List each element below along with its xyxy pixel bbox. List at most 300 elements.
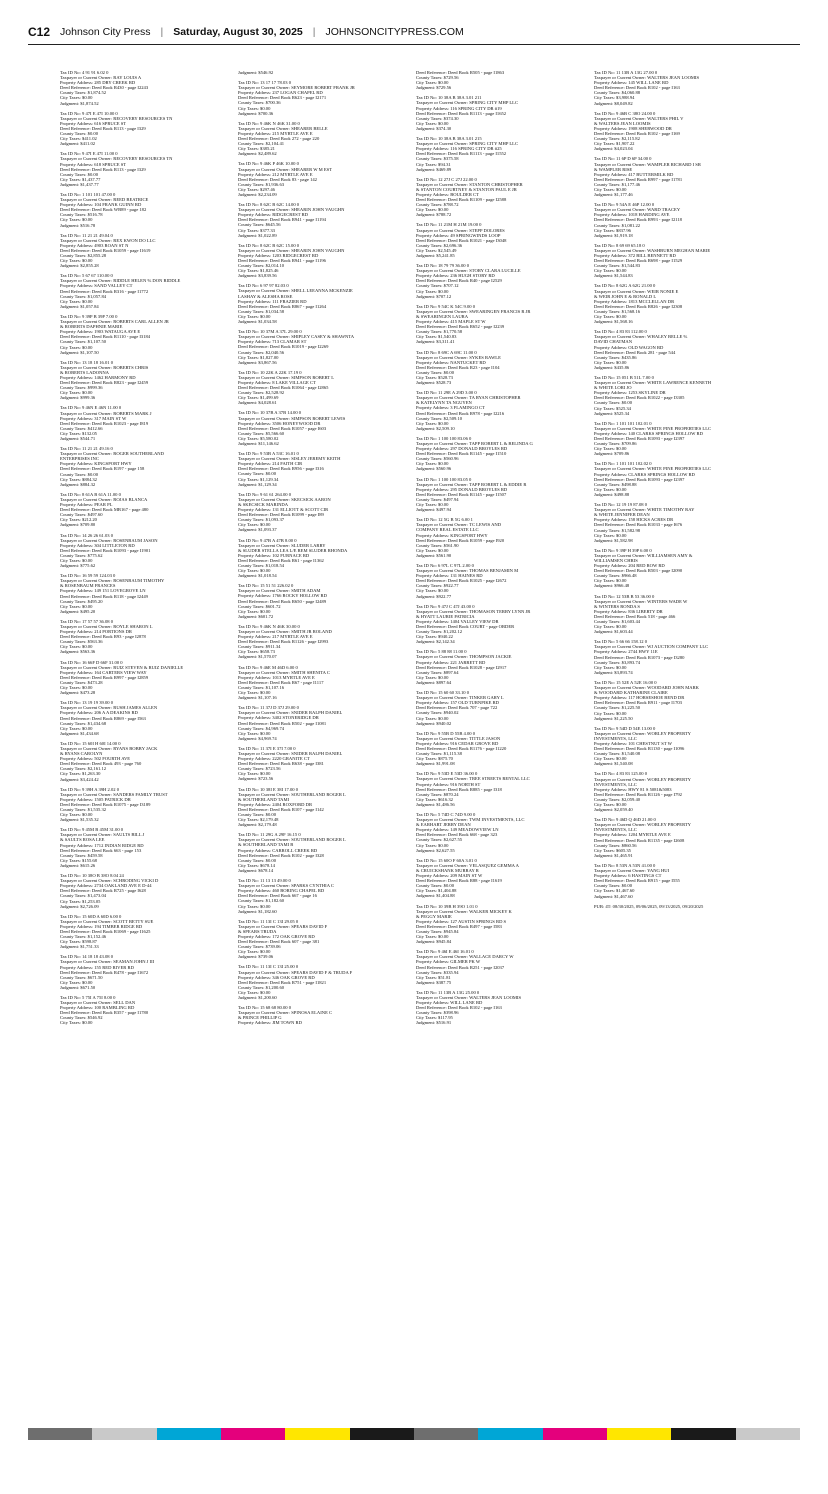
record-line: City Taxes: $0.00 [416,934,449,940]
tax-record [416,95,586,131]
record-line: County Taxes: $0.00 [238,471,277,477]
record-line: City Taxes: $0.00 [238,989,271,995]
record-line: Judgment: $940.02 [416,720,452,726]
tax-record [416,517,586,558]
record-line: Judgment: $1,182.60 [238,908,277,914]
record-line: County Taxes: $498.88 [594,481,637,487]
record-line: Taxpayer or Current Owner: SHIPLEY CASEY & SHAWNTA [238,334,355,340]
record-line: Judgment: $4,028.61 [238,400,277,406]
record-line: & PEGGY MARIE [416,913,452,919]
color-swatch [607,1428,671,1440]
record-line: & WINTERS RONDA S [594,603,640,609]
record-line: Tax ID No: 11 29G A 29F 16.15 0 [238,832,301,838]
record-line: County Taxes: $560.96 [416,456,459,462]
record-line: & STANTON COURTNEY & STANTON PAUL E JR [416,186,517,192]
record-line: Taxpayer or Current Owner: TC LEWIS AND [416,522,502,528]
record-line: City Taxes: $0.00 [60,979,93,985]
record-line: Property Address: WILL LANE RD [416,1000,483,1006]
tax-record [238,538,408,579]
tax-record [416,136,586,172]
record-line: Judgment: $2,726.09 [60,903,99,909]
record-line: LASHAY & ALESHA ROSE [238,293,293,299]
record-line: Taxpayer or Current Owner: WHITE PINE PROPERTIES LLC [594,425,712,431]
record-line: & ROBERTS LADONNA [60,369,109,375]
record-line: Property Address: 204 RED ROW RD [594,563,665,569]
record-line: Property Address: 1712 INDIAN RIDGE RD [60,842,144,848]
record-line: County Taxes: $2,115.82 [594,136,640,142]
record-line: City Taxes: $1,129.34 [238,476,279,482]
record-line: County Taxes: $1,582.98 [594,527,641,533]
record-line: Judgment: $3,867.56 [238,359,277,365]
record-line: County Taxes: $723.56 [238,766,281,772]
record-line: Judgment: $739.06 [238,954,274,960]
record-line: Tax ID No: 8 69C A 69C 11.00 0 [416,349,477,355]
record-line: Deed Reference: Deed Book R67 - page I1117 [238,679,324,685]
record-line: City Taxes: $0.00 [416,461,449,467]
record-line: Judgment: $3,893.74 [594,669,633,675]
record-line: County Taxes: $2,104.41 [238,141,285,147]
record-line: Judgment: $3,839.56 [238,273,277,279]
record-line: Property Address: 149 MEADOWVIEW LN [416,827,499,833]
record-line: Deed Reference: Deed Book R497 - page I583 [416,923,502,929]
record-line: Tax ID No: 15 52E A 52E 16.00 0 [594,679,657,685]
record-line: County Taxes: $729.56 [416,75,459,81]
record-line: & SKECSICK MARINDA [238,501,289,507]
tax-record [60,273,230,309]
record-line: Deed Reference: Deed Book 493 - page 760 [60,761,142,767]
record-line: Deed Reference: Deed Book R88 - page I1619 [416,878,502,884]
record-line: Judgment: $561.90 [416,552,452,558]
record-line: Taxpayer or Current Owner: SPARKS CYNTHIA C [238,883,334,889]
record-line: Judgment: $2,142.34 [416,639,455,645]
tax-record [416,304,586,345]
record-line: City Taxes: $0.00 [594,756,627,762]
record-line: County Taxes: $0.00 [238,812,277,817]
record-line: Taxpayer or Current Owner: SPRING CITY MHP LLC [416,100,519,106]
record-line: Tax ID No: 8 62G A 62G 21.00 0 [594,283,656,289]
record-line: City Taxes: $0.00 [60,344,93,350]
color-swatch [736,1428,800,1440]
record-line: Taxpayer or Current Owner: TINKER GARY L [416,695,504,701]
record-line: Tax ID No: 9 46K P 46K 10.00 0 [238,161,299,167]
record-line: & SPEARS TRUDA [238,928,277,934]
record-line: Tax ID No: 9 45M B 45M 31.00 0 [60,827,124,833]
record-line: & KATELYNN TA NGUYEN [416,400,472,406]
record-line: Tax ID No: 9 46I E 46I 16.01 0 [416,949,474,955]
record-line: Tax ID No: 11 6P D 6P 34.00 0 [594,156,652,162]
record-line: City Taxes: $0.00 [594,624,627,630]
record-line: Deed Reference: Deed Book R102 - page I169 [594,131,680,137]
record-line: Property Address: 215 MYRTLE AVE E [238,130,313,136]
record-line: Judgment: $1,486.56 [416,801,455,807]
tax-record [60,954,230,990]
record-line: Property Address: 149 151 LOVEGROVE LN [60,588,146,594]
record-line: Property Address: 1462 HARMONY RD [60,374,136,380]
tax-record [60,151,230,187]
record-line: Deed Reference: Deed Book 281 - page 544 [594,349,676,355]
record-line: Taxpayer or Current Owner: ROSENBAUM JASON [60,537,158,543]
record-line: County Taxes: $563.36 [60,639,103,645]
record-line: Taxpayer or Current Owner: SLUDER LARRY [238,542,326,548]
record-line: Taxpayer or Current Owner: SEYMORE ROBERT FRANK JR [238,85,355,91]
record-line: City Taxes: $1,827.00 [238,354,279,360]
tax-record [416,731,586,767]
tax-record [416,812,586,853]
record-line: Tax ID No: 9 39P B 39P 7.00 0 [60,313,118,319]
record-line: Property Address: 916 NORTH ST [416,781,481,787]
record-line: Deed Reference: Deed Book R40 - page I2529 [416,278,502,284]
tax-record [594,502,764,543]
record-line: Property Address: BOULDER CT [416,191,479,197]
record-line: Judgment: $469.89 [416,166,452,172]
record-line: City Taxes: $0.00 [238,313,271,319]
record-line: Judgment: $473.28 [60,690,96,696]
record-line: County Taxes: $707.12 [416,283,459,289]
tax-record [60,111,230,147]
record-line: County Taxes: $709.86 [594,441,637,447]
tax-record [238,665,408,701]
tax-record [60,700,230,736]
record-line: Deed Reference: Deed Book 668 - page 323 [416,832,498,838]
header-separator: | [312,26,316,38]
record-line: City Taxes: $0.00 [416,288,449,294]
record-line: Property Address: 214 FAITH CIR [238,461,303,467]
record-line: Tax ID No: 9 47I E 47I 11.00 0 [60,151,118,157]
record-line: Deed Reference: Deed Book 83 - page 142 [238,176,317,182]
record-line: Deed Reference: Deed Book R993 - page I2118 [594,217,682,223]
record-line: County Taxes: $2,161.12 [60,766,107,772]
record-line: Taxpayer or Current Owner: WORLEY PROPERTY [594,776,692,782]
record-line: City Taxes: $1,907.22 [594,141,635,147]
record-line: Tax ID No: 9 46K N 46K 31.00 0 [238,120,300,126]
record-line: County Taxes: $671.50 [60,974,103,980]
record-line: County Taxes: $3,893.74 [594,659,641,665]
tax-record [60,660,230,696]
record-line: Taxpayer or Current Owner: TAPP ROBERT L & BELINDA G [416,441,533,446]
record-line: Tax ID No: 13 18 18 16.01 0 [60,359,114,365]
record-line: Deed Reference: Deed Book R1113 - page I1552 [416,151,507,157]
tax-record [238,1005,408,1025]
record-line: Taxpayer or Current Owner: SANDERS FAMILY TRUST [60,791,168,797]
record-line: County Taxes: $473.28 [60,679,103,685]
record-line: Deed Reference: Deed Book R997 - page I2859 [60,674,149,680]
record-line: Taxpayer or Current Owner: SMITH ADAM [238,588,321,594]
record-line: Taxpayer or Current Owner: TA RYAN CHRISTOPHER [416,395,521,401]
record-line: Property Address: 155 RED RIVER RD [60,964,134,970]
record-line: Property Address: OLD WAGON RD [594,344,664,350]
record-line: City Taxes: $0.00 [60,603,93,609]
tax-record [238,161,408,197]
legal-notice-columns [60,70,764,1400]
column-3 [416,70,586,1400]
record-line: Judgment: $516.78 [60,222,96,228]
record-line: County Taxes: $412.66 [60,425,103,431]
tax-record [416,990,586,1026]
record-line: County Taxes: $1,093.37 [238,517,285,523]
record-line: Taxpayer or Current Owner: ROBERTS CARL ALLEN JR [60,319,169,325]
record-line: & WHITE JENNIFER DEAN [594,512,650,518]
tax-record [60,787,230,823]
record-line: Tax ID No: 8 69 69 65.18 0 [594,242,645,248]
record-line: Deed Reference: Deed Book R1130 - page I1096 [594,746,685,752]
record-line: County Taxes: $739.06 [238,944,281,950]
record-line: Taxpayer or Current Owner: SPEARS DAVID F [238,923,328,929]
record-line: Judgment: $1,107.16 [238,695,277,701]
record-line: Judgment: $2,059.40 [594,807,633,813]
record-line: Tax ID No: 11 13B A 13G 25.00 0 [416,989,480,995]
record-line: City Taxes: $2,179.48 [238,817,279,823]
record-line: City Taxes: $0.00 [60,95,93,101]
record-line: County Taxes: $546.92 [60,1015,103,1021]
record-line: Deed Reference: Deed Book R978 - page I2216 [416,410,505,416]
record-line: County Taxes: $2,627.55 [416,837,463,843]
record-line: County Taxes: $1,540.08 [594,751,641,757]
record-line: Property Address: 49 SPRINGWINDS LOOP [416,232,501,238]
record-line: City Taxes: $0.00 [594,446,627,452]
record-line: Property Address: 2404 ROXFORD DR [238,801,313,807]
record-line: Tax ID No: 12 53B B 53 36.00 0 [594,593,655,599]
record-line: Tax ID No: 5 66 66 158.12 0 [594,639,648,645]
record-line: Property Address: 1908 SHERWOOD DR [594,125,672,131]
tax-record [238,451,408,487]
record-line: Property Address: 140 CLARKS SPRINGS HOLLOW RD [594,430,703,436]
record-line: Deed Reference: Deed Book R113 - page I329 [60,166,146,172]
record-line: Taxpayer or Current Owner: WINTERS WADE W [594,598,688,604]
tax-record [60,914,230,950]
record-line: Taxpayer or Current Owner: WILLIAMSEN AMY & [594,552,693,558]
record-line: Property Address: PEAR PL [60,502,113,508]
record-line: Judgment: $11,146.62 [238,441,279,446]
record-line: Taxpayer or Current Owner: SIMPSON ROBERT LEWIS [238,415,346,421]
record-line: City Taxes: $0.00 [416,120,449,126]
header-separator: | [160,26,164,38]
record-line: Tax ID No: 15 60O F 60A 3.01 0 [416,857,477,863]
record-line: Taxpayer or Current Owner: SNIDER RALPH DANIEL [238,750,343,756]
record-line: City Taxes: $0.00 [238,903,271,909]
record-line: Property Address: 297 DONALD BROYLES RD [416,446,508,452]
record-line: Taxpayer or Current Owner: STORY CLARA LUCILLE [416,268,521,274]
record-line: Deed Reference: Deed Book R93 - page I2878 [60,634,146,640]
record-line: County Taxes: $561.90 [416,542,459,548]
record-line: County Taxes: $1,018.54 [238,562,285,568]
record-line: City Taxes: $0.00 [416,842,449,848]
record-line: Taxpayer or Current Owner: RYANS BOBBY JACK [60,745,158,751]
record-line: Judgment: $709.80 [60,522,96,528]
record-line: Tax ID No: 10 37M A 37L 29.00 0 [238,329,302,335]
record-line: Deed Reference: Deed Book 607 - page 381 [238,939,320,945]
record-line: Property Address: 102 FURNACE RD [238,552,310,558]
record-line: County Taxes: $0.00 [416,883,455,889]
record-line: City Taxes: $678.14 [238,862,275,868]
tax-record [60,741,230,782]
record-line: Tax ID No: 9 55B D 55B 4.00 0 [416,730,476,736]
record-line: Taxpayer or Current Owner: RAY LOUIS A [60,75,142,81]
record-line: Deed Reference: Deed Book R502 - page I1081 [238,720,327,726]
record-line: Deed Reference: Deed Book R1023 - page I819 [60,420,149,426]
record-line: County Taxes: $1,434.68 [60,720,107,726]
record-line: Deed Reference: Deed Book R1019 - page I2269 [238,344,329,350]
record-line: Deed Reference: Deed Book R1059 - page I920 [416,537,505,543]
record-line: Judgment: $1,568.16 [594,319,633,325]
record-line: Property Address: 111 FRAZIER RD [238,298,307,304]
record-line: County Taxes: $645.56 [238,222,281,228]
record-line: Taxpayer or Current Owner: SNIDER RALPH DANIEL [238,710,343,716]
tax-record [238,202,408,238]
record-line: Deed Reference: Deed Book R698 - page I1529 [594,258,683,264]
record-line: Judgment: $1,434.68 [60,730,99,736]
color-swatch [221,1428,285,1440]
record-line: Property Address: 616 SPRUCE ST [60,120,127,126]
record-line: Tax ID No: 4 83 83 125.00 0 [594,771,648,777]
record-line: Property Address: 214 PORTIONS DR [60,629,132,635]
record-line: Property Address: 1203 RIDGECREST RD [238,252,319,258]
record-line: City Taxes: $525.34 [594,405,631,411]
color-swatch [414,1428,478,1440]
record-line: County Taxes: $860.56 [594,842,637,848]
record-line: Judgment: $1,570.07 [238,654,277,660]
record-line: County Taxes: $1,107.50 [60,339,107,345]
record-line: Taxpayer or Current Owner: SOUTHERLAND ROGER L [238,791,346,797]
record-line: County Taxes: $1,874.52 [60,90,107,96]
record-line: Taxpayer or Current Owner: SPINOSA ELAINE C [238,1010,333,1016]
record-line: Tax ID No: 9 54C K 54C 9.00 0 [416,303,476,309]
tax-record [60,405,230,441]
record-line: Deed Reference: Deed Book R505 - page I1863 [416,70,505,75]
record-line: Judgment: $1,540.08 [594,761,633,767]
record-line: City Taxes: $0.00 [60,298,93,304]
record-line: Deed Reference: Deed Book R1176 - page I1220 [416,745,507,751]
tax-record [594,548,764,589]
record-line: City Taxes: $875.70 [416,756,453,762]
record-line: City Taxes: $0.00 [60,557,93,563]
record-line: Tax ID No: 13 19 19 39.00 0 [60,700,114,706]
record-line: Tax ID No: 11 13I C 13I 29.05 0 [238,918,299,924]
record-line: Taxpayer or Current Owner: WARD TRACEY [594,207,681,213]
record-line: Judgment: $560.96 [416,466,452,472]
record-line: Deed Reference: Deed Book R1075 - page I3189 [60,801,151,807]
record-line: Property Address: 3 FLAMINGO CT [416,405,485,411]
record-line: Tax ID No: 18 79 79 36.00 0 [416,263,470,269]
record-line: Deed Reference: Deed Book R118 - page I2449 [60,593,148,599]
record-line: County Taxes: $1,473.04 [60,893,107,899]
record-line: City Taxes: $0.00 [416,80,449,86]
record-line: Deed Reference: Deed Book R751 - page I1821 [238,979,327,985]
record-line: County Taxes: $1,107.16 [238,684,285,690]
record-line: Property Address: 172 OAK GROVE RD [238,933,315,939]
record-line: City Taxes: $0.00 [60,685,93,691]
record-line: Tax ID No: 8 61A B 61A 11.00 0 [60,491,121,497]
record-line: City Taxes: $0.00 [594,578,627,584]
record-line: Deed Reference: Deed Book R1093 - page I2397 [594,436,685,441]
record-line: Tax ID No: 17 57 57 36.08 0 [60,618,114,624]
tax-record [60,192,230,228]
record-line: Taxpayer or Current Owner: SHELL LEEANNA MCKENZIE [238,288,353,294]
record-line: Tax ID No: 9 47I E 47I 10.00 0 [60,110,118,116]
record-line: Taxpayer or Current Owner: SELL DAN [60,1000,136,1006]
record-line: Tax ID No: 10 38O B 38O 8.04 24 [60,873,124,879]
tax-record [594,70,764,106]
record-line: County Taxes: $775.62 [60,552,103,558]
color-swatch [543,1428,607,1440]
record-line: Property Address: 836 LIBERTY DR [594,608,663,614]
record-line: Judgment: $1,874.52 [60,100,99,106]
record-line: Tax ID No: 9 46D Q 46D 21.00 0 [594,817,656,823]
record-line: Deed Reference: Deed Book R1109 - page I2588 [416,197,507,203]
record-line: Tax ID No: 4 91 91 6.02 0 [60,70,109,75]
record-line: City Taxes: $0.00 [238,730,271,736]
record-line: Taxpayer or Current Owner: SHEARER BELLE [238,125,328,131]
record-line: County Taxes: $516.78 [60,212,103,218]
record-line: County Taxes: $1,057.84 [60,293,107,299]
record-line: County Taxes: $1,115.38 [416,751,462,757]
record-line: City Taxes: $605.35 [594,847,631,853]
record-line: Tax ID No: 12 5G B 5G 6.00 1 [416,517,473,523]
record-line: Property Address: 1204 MYRTLE AVE E [594,832,671,838]
record-line: Judgment: $1,018.54 [238,573,277,579]
record-line: Taxpayer or Current Owner: SWEARINGEN FRANCIS R JR [416,308,531,314]
record-line: Tax ID No: 8 53N A 53N 41.00 0 [594,862,656,868]
tax-record [594,817,764,858]
record-line: City Taxes: $0.00 [60,1020,93,1026]
tax-record [416,649,586,685]
tax-record [238,832,408,873]
record-line: City Taxes: $0.00 [416,547,449,553]
record-line: Tax ID No: 12 27J C 27J 22.00 0 [416,176,477,182]
record-line: Deed Reference: Deed Book R911 - page I1703 [594,700,682,706]
record-line: Deed Reference: Deed Book R1021 - page I3048 [416,237,507,243]
record-line: Property Address: 285 DRY CREEK RD [60,80,136,86]
record-line: Property Address: 2744 HWY 11E [594,649,658,655]
record-line: Judgment: $8,049.82 [594,100,633,106]
record-line: Deed Reference: Deed Book R1057 - page I603 [238,425,327,431]
record-line: Tax ID No: 10 38A B 38A 3.01 211 [416,95,482,101]
record-line: & WHITE LORI JO [594,385,632,391]
record-line: Property Address: 131 ELLIOTT & SCOTT CIR [238,507,329,513]
page-header [28,22,800,42]
record-line: County Taxes: $1,081.22 [594,222,641,228]
record-line: Tax ID No: 11 13I C 13I 25.00 0 [238,964,299,970]
record-line: Tax ID No: 11 21 21 49.04 0 [60,232,113,238]
tax-record [60,492,230,528]
record-line: Tax ID No: 15 60 60 33.10 0 [416,690,470,696]
record-line: County Taxes: $495.20 [60,598,103,604]
record-line: Taxpayer or Current Owner: WHALEY BELLE % [594,334,688,340]
record-line: Taxpayer or Current Owner: WHITE TIMOTHY RAY [594,507,695,513]
record-line: City Taxes: $0.00 [594,186,627,192]
tax-record [238,624,408,660]
record-line: Taxpayer or Current Owner: TWM INVESTMENTS, LLC [416,817,525,823]
tax-record [238,80,408,116]
record-line: Judgment: $3,311.41 [416,339,455,345]
record-line: Taxpayer or Current Owner: WHITE LAWRENCE KENNETH [594,380,712,386]
record-line: County Taxes: $1,544.83 [594,263,641,269]
tax-record [60,873,230,909]
record-line: Tax ID No: 9 47B A 47B 8.00 0 [238,537,297,543]
record-line: Deed Reference: Deed Book R1025 - page I2672 [416,578,507,584]
record-line: Tax ID No: 11 21M H 21M 19.00 0 [416,222,482,228]
publication-dates: PUB: 4T: 08/30/2025, 09/06/2025, 09/13/2025, 09/20/2025 [594,903,704,909]
record-line: Tax ID No: 4 83 83 112.00 0 [594,329,647,335]
record-line: Deed Reference: Deed Book COURT - page ORDER [416,624,515,629]
record-line: City Taxes: $2,545.49 [416,247,457,253]
record-line: County Taxes: $1,770.58 [416,329,463,335]
record-line: Property Address: GILMER PK W [416,959,481,965]
record-line: City Taxes: $837.96 [594,227,631,233]
record-line: Deed Reference: Deed Book R102 - page I163 [416,1005,502,1011]
record-line: Tax ID No: 10 39B H 39O 1.01 0 [416,903,478,909]
record-line: Tax ID No: 11 21 21 49.16 0 [60,446,113,452]
record-line: & WEIR JOHN E & RONALD L [594,293,657,299]
